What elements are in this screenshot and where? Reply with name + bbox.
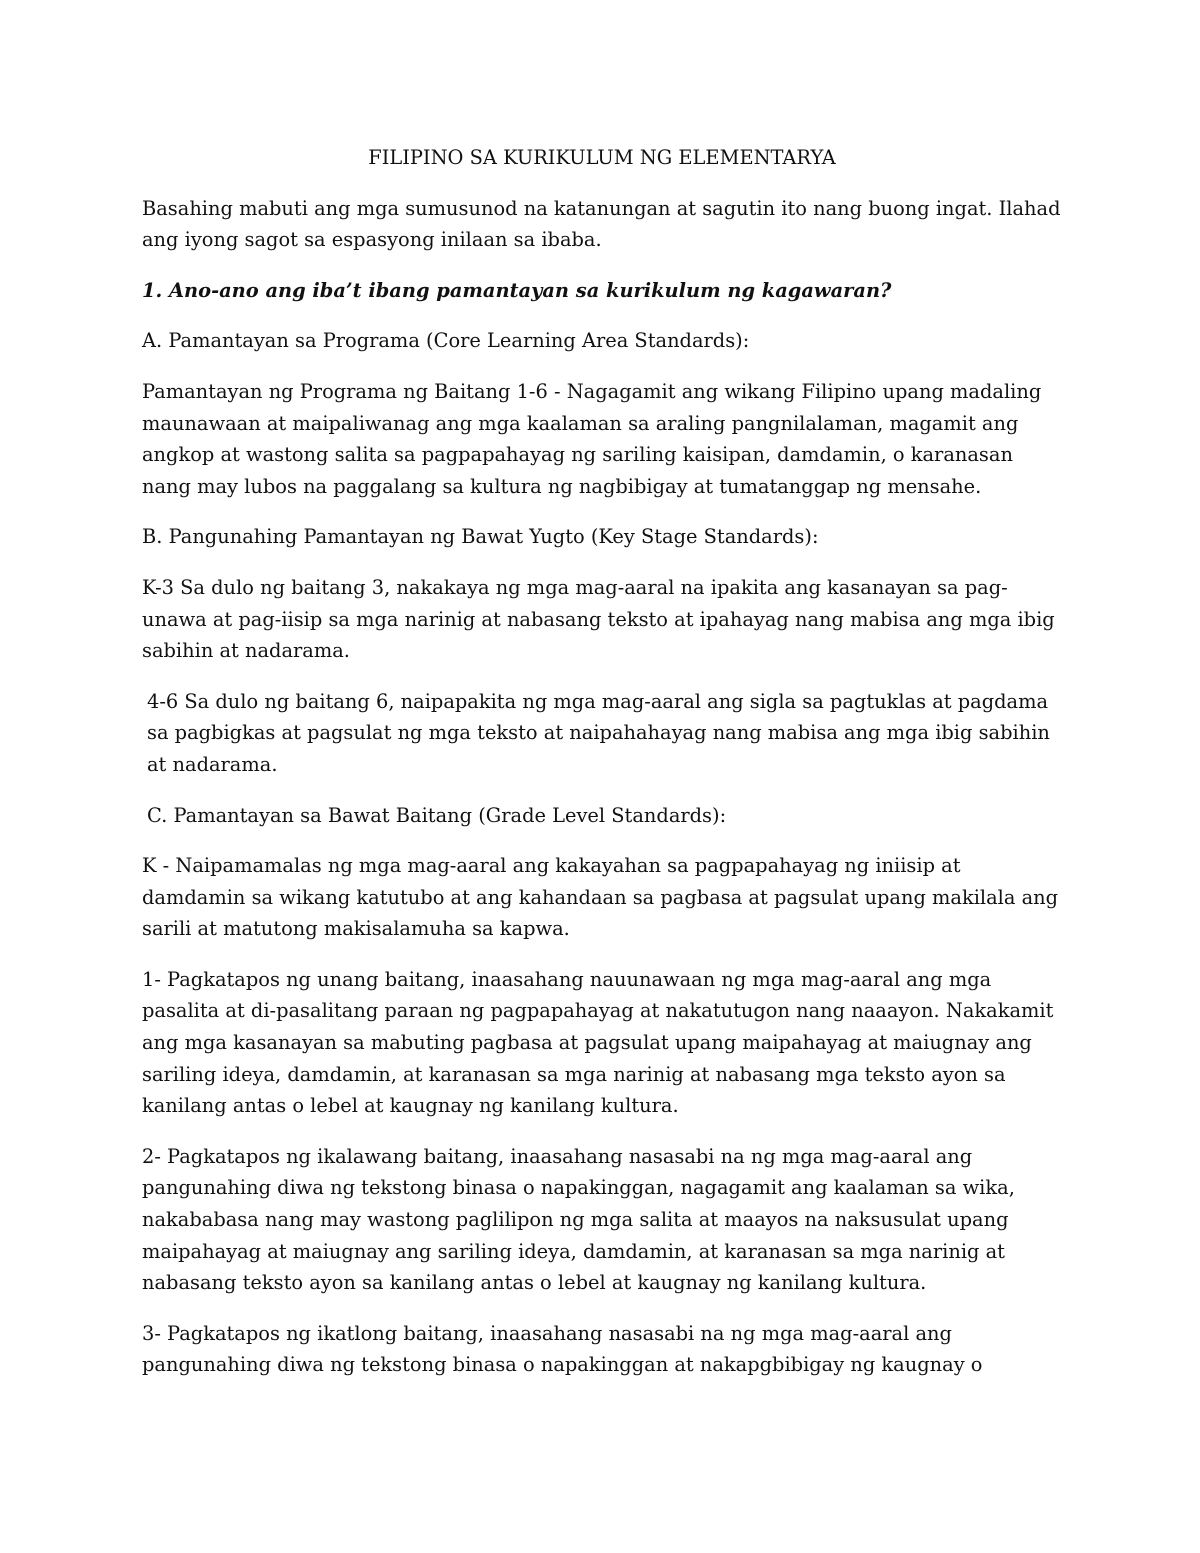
document-title: FILIPINO SA KURIKULUM NG ELEMENTARYA <box>368 146 836 169</box>
instructions-paragraph: Basahing mabuti ang mga sumusunod na katanungan at sagutin ito nang buong ingat. Ilahad ang iyong sagot sa espasyong inilaan sa ibaba. <box>142 196 1061 252</box>
section-a-body: Pamantayan ng Programa ng Baitang 1-6 - Nagagamit ang wikang Filipino upang madaling maunawaan at maipaliwanag ang mga kaalaman sa araling pangnilalaman, magamit ang angkop at wastong salita sa pagpapahayag ng sariling kaisipan, damdamin, o karanasan nang may lubos na paggalang sa kultura ng nagbibigay at tumatanggap ng mensahe. <box>142 379 1042 498</box>
section-c-grade2-paragraph: 2- Pagkatapos ng ikalawang baitang, inaasahang nasasabi na ng mga mag-aaral ang pangunahing diwa ng tekstong binasa o napakinggan, nagagamit ang kaalaman sa wika, nakababasa nang may wastong paglilipon ng mga salita at maayos na naksusulat upang maipahayag at maiugnay ang sariling ideya, damdamin, at karanasan sa mga narinig at nabasang teksto ayon sa kanilang antas o lebel at kaugnay ng kanilang kultura. <box>142 1144 1015 1295</box>
section-b-heading: B. Pangunahing Pamantayan ng Bawat Yugto (Key Stage Standards): <box>142 525 819 549</box>
section-a-heading: A. Pamantayan sa Programa (Core Learning Area Standards): <box>142 329 750 353</box>
section-c-heading: C. Pamantayan sa Bawat Baitang (Grade Level Standards): <box>147 803 727 827</box>
section-b-4-6-paragraph: 4-6 Sa dulo ng baitang 6, naipapakita ng mga mag-aaral ang sigla sa pagtuklas at pagdama sa pagbigkas at pagsulat ng mga teksto at naipahahayag nang mabisa ang mga ibig sabihin at nadarama. <box>147 689 1050 776</box>
section-c-k-paragraph: K - Naipamamalas ng mga mag-aaral ang kakayahan sa pagpapahayag ng iniisip at damdamin sa wikang katutubo at ang kahandaan sa pagbasa at pagsulat upang makilala ang sarili at matutong makisalamuha sa kapwa. <box>142 854 1059 941</box>
section-b-k3-paragraph: K-3 Sa dulo ng baitang 3, nakakaya ng mga mag-aaral na ipakita ang kasanayan sa pag-unawa at pag-iisip sa mga narinig at nabasang teksto at ipahayag nang mabisa ang mga ibig sabihin at nadarama. <box>142 575 1055 663</box>
question-1: 1. Ano-ano ang iba’t ibang pamantayan sa kurikulum ng kagawaran? <box>142 278 892 302</box>
section-c-grade1-paragraph: 1- Pagkatapos ng unang baitang, inaasahang nauunawaan ng mga mag-aaral ang mga pasalita at di-pasalitang paraan ng pagpapahayag at nakatutugon nang naaayon. Nakakamit ang mga kasanayan sa mabuting pagbasa at pagsulat upang maipahayag at maiugnay ang sariling ideya, damdamin, at karanasan sa mga narinig at nabasang mga teksto ayon sa kanilang antas o lebel at kaugnay ng kanilang kultura. <box>142 967 1054 1118</box>
section-c-grade3-paragraph: 3- Pagkatapos ng ikatlong baitang, inaasahang nasasabi na ng mga mag-aaral ang pangunahing diwa ng tekstong binasa o napakinggan at nakapgbibigay ng kaugnay o <box>142 1321 983 1377</box>
